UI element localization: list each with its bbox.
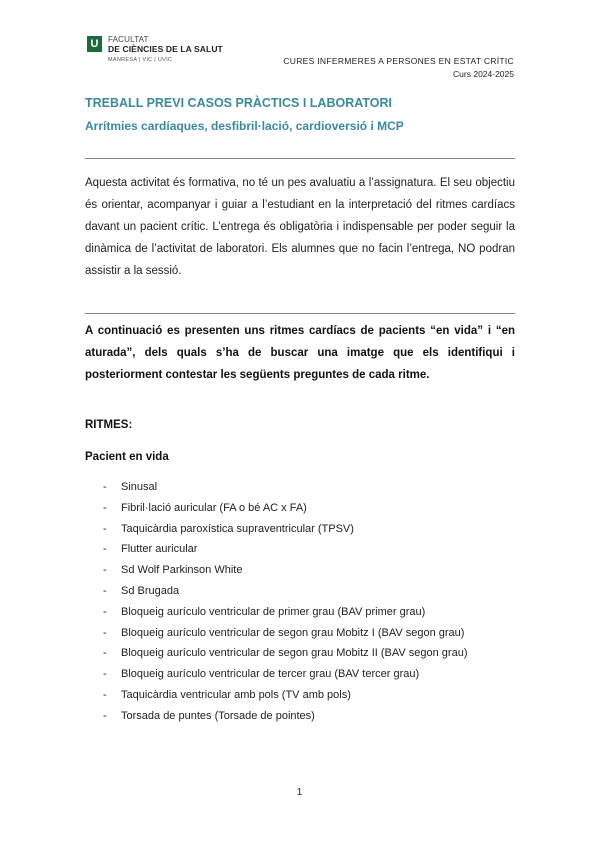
intro-paragraph: Aquesta activitat és formativa, no té un pes avaluatiu a l’assignatura. El seu objectiu és orientar, acompanyar i guiar a l’estudiant en la interpretació del ritmes cardíacs davant un pacient crític. L’entrega és obligatòria i indispensable per poder seguir la dinàmica de l’activitat de laboratori. Els alumnes que no facin l’entrega, NO podran assistir a la sessió. [85, 177, 515, 277]
list-item-text: Bloqueig aurículo ventricular de segon grau Mobitz II (BAV segon grau) [121, 647, 468, 660]
list-bullet: - [103, 688, 107, 701]
list-item-text: Torsada de puntes (Torsade de pointes) [121, 709, 315, 722]
list-bullet: - [103, 584, 107, 597]
divider-middle [85, 313, 515, 314]
list-item-text: Fibril·lació auricular (FA o bé AC x FA) [121, 501, 307, 514]
list-item-text: Bloqueig aurículo ventricular de tercer grau (BAV tercer grau) [121, 668, 420, 681]
list-item-text: Sinusal [121, 481, 158, 493]
sub-heading-pacient-en-vida: Pacient en vida [85, 451, 169, 463]
document-subtitle: Arrítmies cardíaques, desfibril·lació, cardioversió i MCP [85, 119, 404, 133]
divider-top [85, 158, 515, 159]
list-item [103, 498, 468, 519]
list-item-text: Sd Brugada [121, 584, 180, 597]
list-item-text: Bloqueig aurículo ventricular de segon grau Mobitz I (BAV segon grau) [121, 626, 465, 639]
logo-text [108, 36, 223, 63]
list-bullet: - [103, 481, 107, 493]
list-item-text: Bloqueig aurículo ventricular de primer grau (BAV primer grau) [121, 605, 426, 618]
page-number: 1 [296, 787, 303, 798]
list-item-text: Sd Wolf Parkinson White [121, 564, 243, 577]
list-bullet: - [103, 709, 107, 722]
list-bullet: - [103, 564, 107, 577]
list-item [103, 685, 468, 706]
logo-line-faculty: FACULTAT [108, 35, 149, 44]
list-item-text: Taquicàrdia ventricular amb pols (TV amb pols) [121, 688, 351, 701]
list-item [103, 560, 468, 581]
list-item [103, 664, 468, 685]
course-name: CURES INFERMERES A PERSONES EN ESTAT CRÍTIC [283, 56, 514, 66]
document-title: TREBALL PREVI CASOS PRÀCTICS I LABORATORI [85, 96, 392, 110]
course-header [283, 55, 514, 81]
list-item [103, 623, 468, 644]
list-bullet: - [103, 501, 107, 514]
logo-line-campus: MANRESA | VIC | UVIC [108, 56, 173, 63]
course-year: Curs 2024-2025 [453, 69, 514, 79]
list-bullet: - [103, 522, 107, 535]
list-item [103, 643, 468, 664]
list-item-text: Flutter auricular [121, 543, 198, 556]
rhythm-list [103, 477, 468, 727]
logo-mark: U [87, 36, 102, 52]
section-heading-ritmes: RITMES: [85, 419, 133, 431]
list-item [103, 539, 468, 560]
list-item [103, 706, 468, 727]
list-bullet: - [103, 668, 107, 681]
list-item [103, 477, 468, 498]
list-bullet: - [103, 543, 107, 556]
list-item [103, 581, 468, 602]
faculty-logo [87, 36, 223, 63]
list-bullet: - [103, 626, 107, 639]
list-item-text: Taquicàrdia paroxística supraventricular (TPSV) [121, 522, 354, 535]
logo-line-faculty-name: DE CIÈNCIES DE LA SALUT [108, 44, 223, 54]
list-bullet: - [103, 647, 107, 660]
list-bullet: - [103, 605, 107, 618]
lead-paragraph: A continuació es presenten uns ritmes cardíacs de pacients “en vida” i “en aturada”, dels quals s’ha de buscar una imatge que els identifiqui i posteriorment contestar les següents preguntes de cada ritme. [85, 325, 515, 381]
list-item [103, 519, 468, 540]
list-item [103, 602, 468, 623]
